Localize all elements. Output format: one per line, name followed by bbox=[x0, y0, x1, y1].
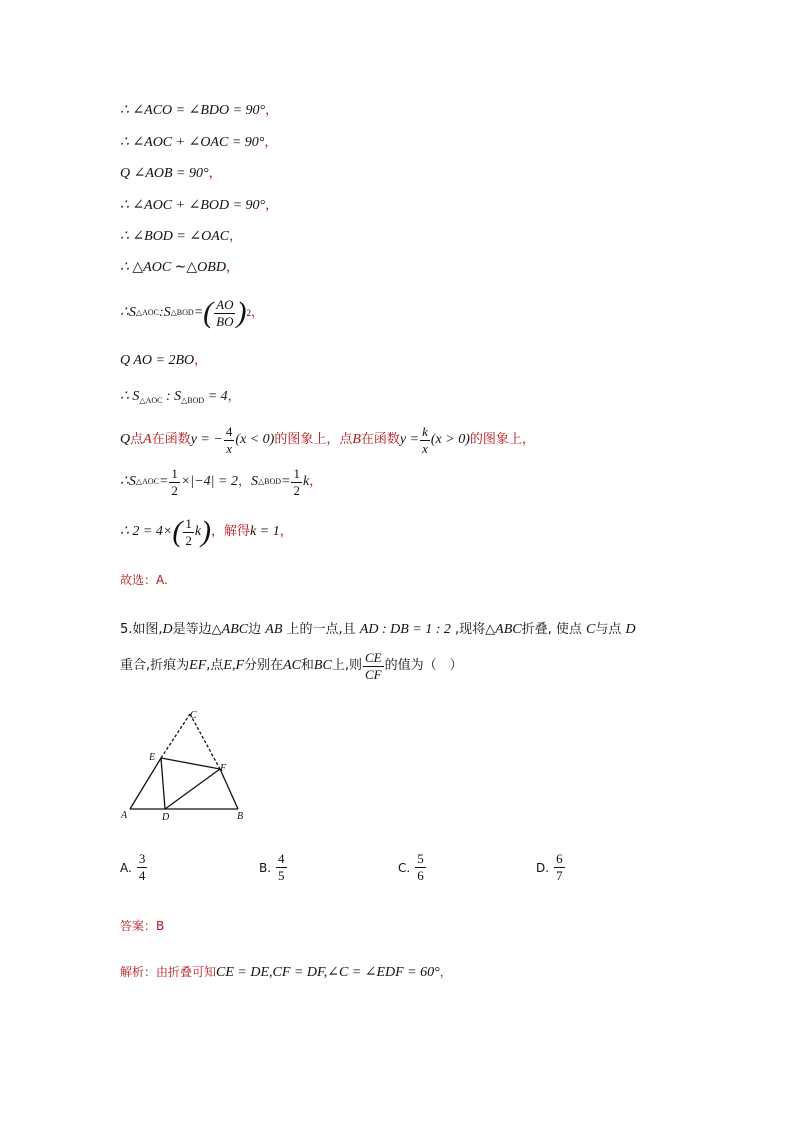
label-a: A bbox=[121, 810, 128, 821]
dashed-cf bbox=[190, 714, 220, 769]
fraction-ce-over-cf: $\frac{CE}{CF}$ bbox=[364, 649, 382, 682]
function-line: Q 点 A 在函数 y = − $\frac{4}{x}$ (x < 0) 的图象上，点 B 在函数 y = $\frac{k}{x}$ (x > 0) 的图象上， bbox=[120, 423, 535, 456]
proof-line-3: Q ∠AOB = 90°， bbox=[120, 166, 222, 181]
label-f: F bbox=[220, 763, 227, 774]
fraction-half-2: $\frac{1}{2}$ bbox=[293, 465, 300, 498]
option-c[interactable]: C. $\frac{5}{6}$ bbox=[398, 851, 424, 883]
option-a[interactable]: A. $\frac{3}{4}$ bbox=[120, 851, 146, 883]
fraction-half-1: $\frac{1}{2}$ bbox=[171, 465, 178, 498]
question-line-2: 重合,折痕为 EF ,点 E,F 分别在 AC 和 BC 上,则 $\frac{CE}{CF}$ 的值为（ ） bbox=[120, 649, 463, 682]
dashed-ec bbox=[161, 714, 190, 758]
proof-line-6: ∴ △AOC ∼△OBD， bbox=[120, 260, 239, 275]
label-e: E bbox=[149, 752, 156, 763]
proof-line-2: ∴ ∠AOC + ∠OAC = 90°， bbox=[120, 135, 278, 150]
proof-line-1: ∴ ∠ACO = ∠BDO = 90°， bbox=[120, 103, 279, 118]
edge-ed bbox=[161, 758, 165, 809]
label-c: C bbox=[190, 710, 197, 721]
area-line: ∴ S △AOC = $\frac{1}{2}$ ×|−4| = 2 ， S △BOD = $\frac{1}{2}$ k ， bbox=[120, 465, 323, 498]
triangle-figure bbox=[118, 700, 253, 825]
label-d: D bbox=[162, 812, 170, 823]
label-b: B bbox=[237, 811, 244, 822]
edge-df bbox=[165, 769, 220, 809]
ratio-fraction: $\frac{AO}{BO}$ bbox=[216, 296, 234, 329]
ao-line: Q AO = 2BO， bbox=[120, 353, 208, 368]
option-d[interactable]: D. $\frac{6}{7}$ bbox=[536, 851, 563, 883]
fold-ef bbox=[161, 758, 220, 769]
option-b[interactable]: B. $\frac{4}{5}$ bbox=[259, 851, 285, 883]
proof-line-5: ∴ ∠BOD = ∠OAC， bbox=[120, 229, 243, 244]
ratio-line: ∴ S △AOC : S △BOD = ( $\frac{AO}{BO}$ ) 2 ， bbox=[120, 296, 264, 329]
answer-text: 答案：B bbox=[120, 919, 165, 933]
solve-line: ∴ 2 = 4× ( $\frac{1}{2}$ k ) ，解得 k = 1 ， bbox=[120, 515, 293, 548]
edge-fb bbox=[220, 769, 238, 809]
question-line-1: 5.如图,D是等边△ABC边 AB 上的一点,且 AD : DB = 1 : 2 ,现将△ABC折叠, 使点 C与点 D bbox=[120, 622, 636, 637]
conclusion: 故选：A. bbox=[120, 573, 168, 587]
fraction-half-3: $\frac{1}{2}$ bbox=[185, 515, 192, 548]
proof-line-4: ∴ ∠AOC + ∠BOD = 90°， bbox=[120, 198, 279, 213]
fraction-k-over-x: $\frac{k}{x}$ bbox=[422, 423, 428, 456]
edge-ae bbox=[130, 758, 161, 809]
explanation-text: 解析：由折叠可知CE = DE,CF = DF,∠C = ∠EDF = 60°， bbox=[120, 965, 452, 980]
ratio-4-line: ∴ $S_{\triangle AOC}$ : $S_{\triangle BOD} = 4$， bbox=[120, 389, 241, 405]
fraction-4-over-x: $\frac{4}{x}$ bbox=[225, 423, 233, 456]
